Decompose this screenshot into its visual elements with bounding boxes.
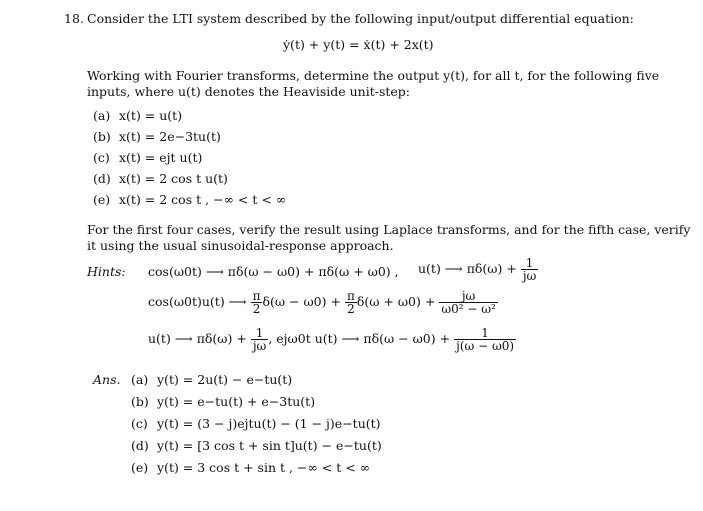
- half-pi-fraction-2: [345, 290, 357, 315]
- problem-intro: Consider the LTI system described by the following input/output differential equation:: [87, 11, 634, 26]
- one-over-jw-fraction: [251, 327, 269, 352]
- answer-label: (e): [131, 460, 149, 475]
- one-over-jw-minus-w0-fraction: [454, 327, 516, 352]
- hint-causal-cos-text: cos(ω0t)u(t) ⟶: [148, 294, 247, 309]
- case-expr: x(t) = 2 cos t u(t): [119, 171, 228, 186]
- fraction-denominator: 2: [347, 302, 355, 316]
- fraction-denominator: 2: [252, 302, 261, 316]
- half-pi-fraction: [251, 290, 263, 315]
- fraction-denominator: ω0² − ω²: [441, 302, 496, 316]
- case-expr: x(t) = 2e−3tu(t): [119, 129, 221, 144]
- case-e: [93, 192, 286, 207]
- jw-over-w-fraction: [439, 290, 498, 315]
- answer-label: (b): [131, 394, 149, 409]
- case-expr: x(t) = ejt u(t): [119, 150, 203, 165]
- hint-cos-transform: cos(ω0t) ⟶ πδ(ω − ω0) + πδ(ω + ω0) ,: [148, 264, 399, 279]
- hint-step-fraction: [521, 257, 539, 282]
- answer-b: [131, 394, 315, 409]
- answer-expr: y(t) = 2u(t) − e−tu(t): [157, 372, 293, 387]
- answer-d: [131, 438, 382, 453]
- fraction-numerator: jω: [439, 290, 498, 303]
- case-label: (a): [93, 108, 111, 123]
- answer-c: [131, 416, 381, 431]
- differential-equation: ẏ(t) + y(t) = ẋ(t) + 2x(t): [283, 37, 434, 52]
- fraction-numerator: 1: [521, 257, 539, 270]
- answer-label: (a): [131, 372, 149, 387]
- case-label: (c): [93, 150, 110, 165]
- hint-step-text: u(t) ⟶ πδ(ω) +: [418, 261, 517, 276]
- problem-number: 18.: [64, 11, 84, 26]
- hint-step-and-exp-transform: [148, 327, 516, 352]
- case-label: (e): [93, 192, 111, 207]
- case-label: (b): [93, 129, 111, 144]
- answers-label: Ans.: [93, 372, 121, 387]
- verify-line-1: For the first four cases, verify the result using Laplace transforms, and for the fifth case, verify: [87, 222, 691, 237]
- fraction-numerator: 1: [454, 327, 516, 340]
- hint-exp-text: , ejω0t u(t) ⟶ πδ(ω − ω0) +: [268, 331, 451, 346]
- hint-delta-plus: δ(ω + ω0) +: [356, 294, 436, 309]
- hints-label: Hints:: [87, 264, 126, 279]
- fraction-numerator: 1: [251, 327, 269, 340]
- case-a: [93, 108, 182, 123]
- answer-label: (c): [131, 416, 148, 431]
- answer-expr: y(t) = e−tu(t) + e−3tu(t): [157, 394, 316, 409]
- answer-a: [131, 372, 292, 387]
- case-expr: x(t) = 2 cos t , −∞ < t < ∞: [119, 192, 287, 207]
- case-b: [93, 129, 221, 144]
- fraction-numerator: π: [252, 289, 261, 303]
- hint-step-text-2: u(t) ⟶ πδ(ω) +: [148, 331, 247, 346]
- answer-e: [131, 460, 370, 475]
- fraction-numerator: π: [346, 289, 355, 303]
- fraction-denominator: jω: [252, 339, 267, 353]
- fraction-denominator: j(ω − ω0): [456, 339, 515, 353]
- answer-expr: y(t) = (3 − j)ejtu(t) − (1 − j)e−tu(t): [157, 416, 381, 431]
- hint-causal-cos-transform: [148, 290, 498, 315]
- answer-expr: y(t) = [3 cos t + sin t]u(t) − e−tu(t): [157, 438, 382, 453]
- task-line-2: inputs, where u(t) denotes the Heaviside unit-step:: [87, 84, 410, 99]
- case-label: (d): [93, 171, 111, 186]
- fraction-denominator: jω: [522, 269, 537, 283]
- hint-step-transform: [418, 257, 538, 282]
- case-c: [93, 150, 202, 165]
- task-line-1: Working with Fourier transforms, determine the output y(t), for all t, for the following five: [87, 68, 660, 83]
- verify-line-2: it using the usual sinusoidal-response approach.: [87, 238, 394, 253]
- case-expr: x(t) = u(t): [119, 108, 183, 123]
- case-d: [93, 171, 228, 186]
- hint-delta-minus: δ(ω − ω0) +: [262, 294, 341, 309]
- answer-label: (d): [131, 438, 149, 453]
- answer-expr: y(t) = 3 cos t + sin t , −∞ < t < ∞: [157, 460, 371, 475]
